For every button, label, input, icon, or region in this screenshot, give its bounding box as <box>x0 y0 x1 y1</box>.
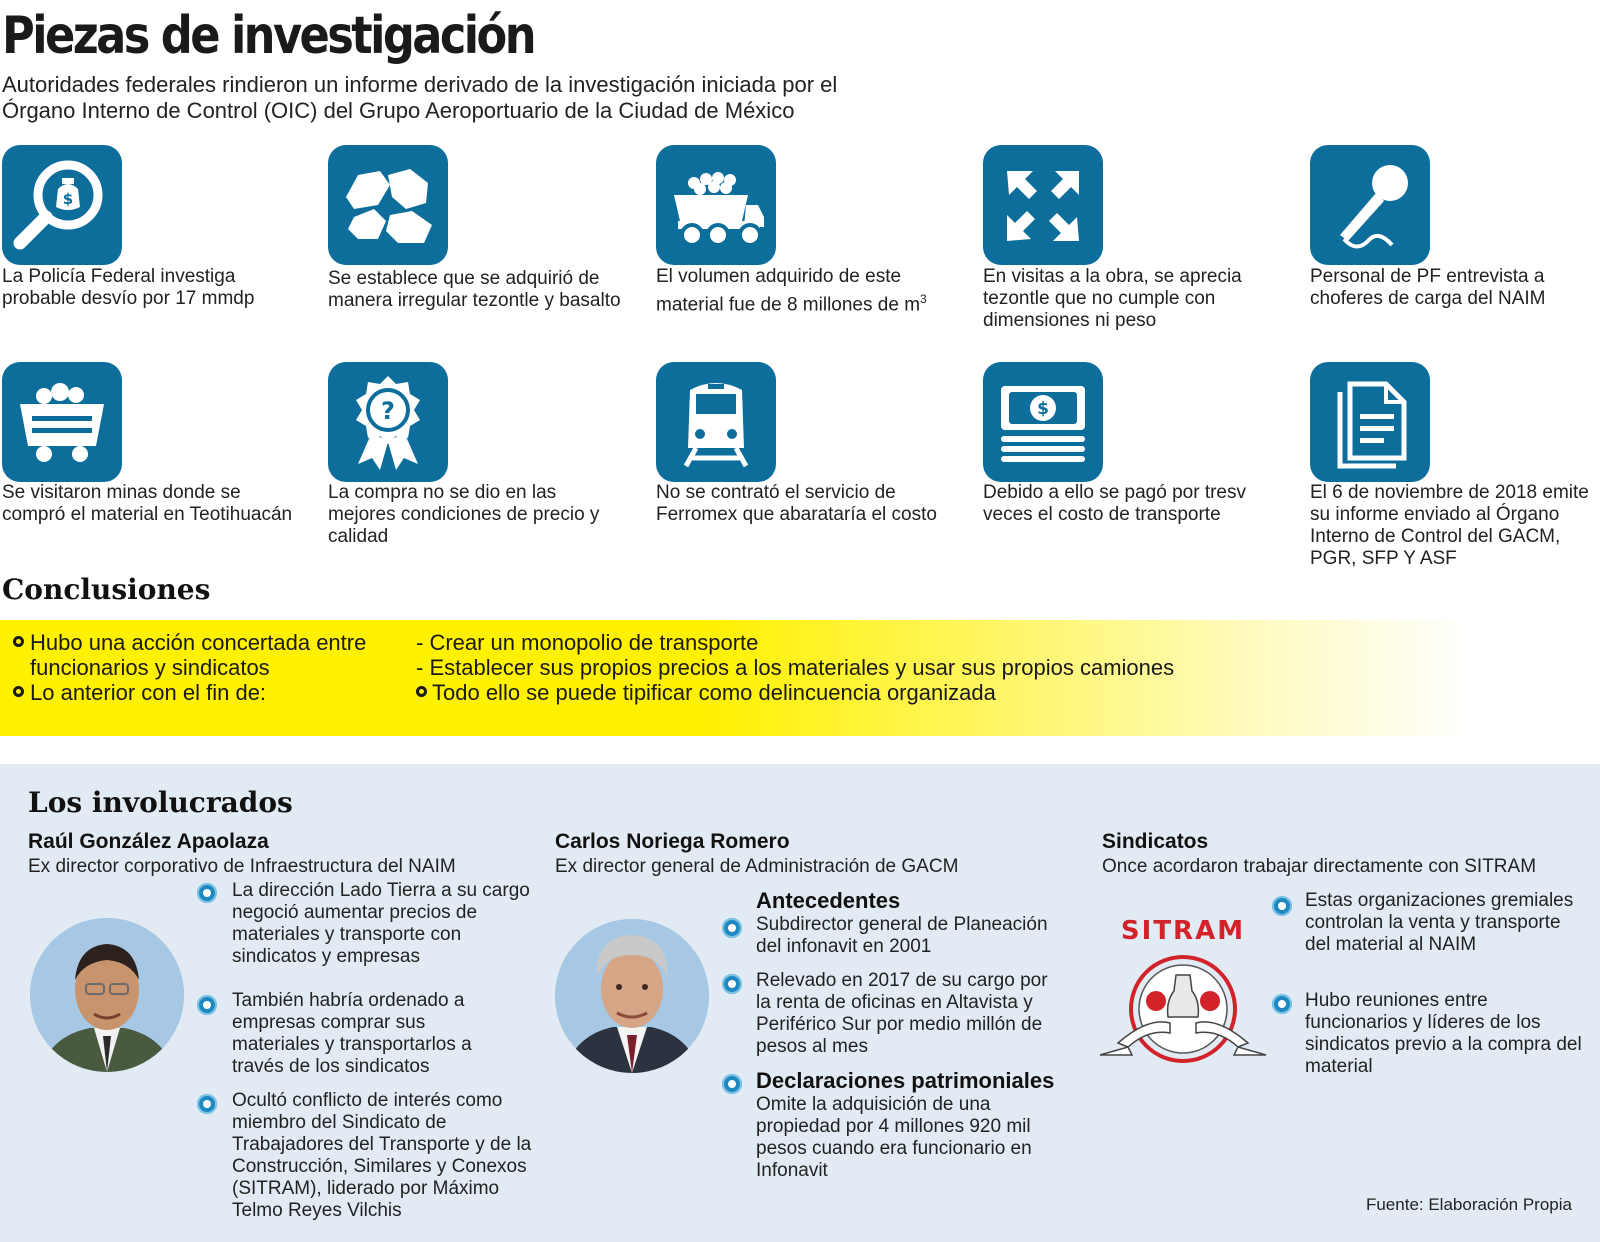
conclusion-bullet-icon <box>13 686 24 697</box>
conclusions-title: Conclusiones <box>2 573 211 606</box>
svg-text:SITRAM: SITRAM <box>1120 916 1246 946</box>
conclusion-right-1: - Crear un monopolio de transporte <box>416 630 759 655</box>
svg-text:$: $ <box>62 190 74 208</box>
sitram-logo <box>1088 905 1278 1067</box>
conclusion-right-3: Todo ello se puede tipificar como delincuencia organizada <box>432 680 996 705</box>
conclusion-right-2: - Establecer sus propios precios a los materiales y usar sus propios camiones <box>416 655 1175 680</box>
person1-bullet-1: La dirección Lado Tierra a su cargo negoció aumentar precios de materiales y transporte con sindicatos y empresas <box>232 880 530 967</box>
page-title: Piezas de investigación <box>2 6 534 66</box>
person2-antecedente-1: Subdirector general de Planeación del infonavit en 2001 <box>756 914 1048 957</box>
step-text-1: La Policía Federal investiga probable desvío por 17 mmdp <box>2 266 255 309</box>
step-text-3: El volumen adquirido de este material fue de 8 millones de $m^3$ <box>656 266 927 316</box>
question-badge-icon <box>328 362 448 482</box>
microphone-icon <box>1310 145 1430 265</box>
bullet-dot-icon <box>197 995 217 1015</box>
person-role-1: Ex director corporativo de Infraestructura del NAIM <box>28 856 456 877</box>
train-icon <box>656 362 776 482</box>
bullet-dot-icon <box>197 1094 217 1114</box>
bullet-dot-icon <box>1272 896 1292 916</box>
involved-title: Los involucrados <box>28 786 293 819</box>
svg-text:$: $ <box>1037 399 1049 419</box>
conclusion-left-2: Lo anterior con el fin de: <box>30 680 267 705</box>
person-name-1: Raúl González Apaolaza <box>28 830 269 853</box>
step-text-2: Se establece que se adquirió de manera irregular tezontle y basalto <box>328 268 621 311</box>
bullet-dot-icon <box>722 974 742 994</box>
document-icon <box>1310 362 1430 482</box>
page-subtitle: Autoridades federales rindieron un informe derivado de la investigación iniciada por el Órgano Interno de Control (OIC) del Grupo Aeroportuario de la Ciudad de México <box>2 72 838 123</box>
conclusion-bullet-icon <box>416 686 427 697</box>
person2-antecedente-2: Relevado en 2017 de su cargo por la renta de oficinas en Altavista y Periférico Sur por medio millón de pesos al mes <box>756 970 1048 1057</box>
step-text-6: Se visitaron minas donde se compró el material en Teotihuacán <box>2 482 293 525</box>
bullet-dot-icon <box>1272 994 1292 1014</box>
svg-text:?: ? <box>381 397 395 425</box>
portrait-photo-2 <box>555 919 709 1073</box>
money-stack-icon <box>983 362 1103 482</box>
declaraciones-heading: Declaraciones patrimoniales <box>756 1068 1055 1093</box>
bullet-dot-icon <box>722 918 742 938</box>
person-name-3: Sindicatos <box>1102 830 1209 853</box>
bullet-dot-icon <box>197 883 217 903</box>
person-name-2: Carlos Noriega Romero <box>555 830 790 853</box>
person1-bullet-2: También habría ordenado a empresas comprar sus materiales y transportarlos a través de los sindicatos <box>232 990 472 1077</box>
step-text-8: No se contrató el servicio de Ferromex que abarataría el costo <box>656 482 937 525</box>
person-role-3: Once acordaron trabajar directamente con SITRAM <box>1102 856 1537 877</box>
bullet-dot-icon <box>722 1074 742 1094</box>
conclusion-left-1: Hubo una acción concertada entre funcionarios y sindicatos <box>30 630 367 680</box>
step-text-9: Debido a ello se pagó por tresv veces el costo de transporte <box>983 482 1246 525</box>
portrait-photo-1 <box>30 918 184 1072</box>
conclusion-bullet-icon <box>13 636 24 647</box>
antecedentes-heading: Antecedentes <box>756 888 901 913</box>
step-text-5: Personal de PF entrevista a choferes de carga del NAIM <box>1310 266 1546 309</box>
person-role-2: Ex director general de Administración de GACM <box>555 856 959 877</box>
person1-bullet-3: Ocultó conflicto de interés como miembro del Sindicato de Trabajadores del Transporte y de la Construcción, Similares y Conexos (SITRAM), liderado por Máximo Telmo Reyes Vilchis <box>232 1090 532 1221</box>
step-text-4: En visitas a la obra, se aprecia tezontle que no cumple con dimensiones ni peso <box>983 266 1242 331</box>
rocks-icon <box>328 145 448 265</box>
step-text-10: El 6 de noviembre de 2018 emite su informe enviado al Órgano Interno de Control del GACM, PGR, SFP Y ASF <box>1310 482 1589 569</box>
step-text-7: La compra no se dio en las mejores condiciones de precio y calidad <box>328 482 600 547</box>
sindicatos-bullet-2: Hubo reuniones entre funcionarios y líderes de los sindicatos previo a la compra del material <box>1305 990 1582 1077</box>
magnifier-money-icon <box>2 145 122 265</box>
superscript-3: 3 <box>920 292 927 306</box>
sindicatos-bullet-1: Estas organizaciones gremiales controlan la venta y transporte del material al NAIM <box>1305 890 1574 955</box>
source-note: Fuente: Elaboración Propia <box>1365 1195 1572 1214</box>
person2-declaracion-1: Omite la adquisición de una propiedad por 4 millones 920 mil pesos cuando era funcionario en Infonavit <box>756 1094 1032 1181</box>
dump-truck-icon <box>656 145 776 265</box>
mine-cart-icon <box>2 362 122 482</box>
expand-arrows-icon <box>983 145 1103 265</box>
